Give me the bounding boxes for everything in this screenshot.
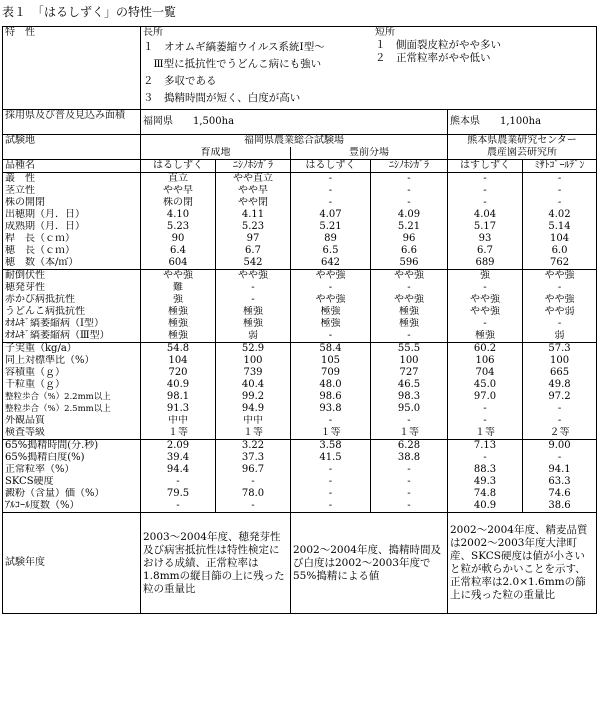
merits-list xyxy=(143,39,371,110)
table-cell: 96 xyxy=(371,233,448,245)
note-site2: 2002～2004年度、精麦品質は2002～2003年度大津町産、SKCS硬度は値が小さいと粒が軟らかいことを示す、正常粒率は2.0×1.6mmの篩上に残った粒の重量比 xyxy=(448,513,597,614)
row-label: 65%搗精時間(分.秒) xyxy=(3,440,141,453)
table-row xyxy=(3,173,597,186)
row-label: 外観品質 xyxy=(3,415,141,427)
table-cell: - xyxy=(371,197,448,209)
table-cell: 強 xyxy=(448,270,523,283)
table-cell: 89 xyxy=(291,233,371,245)
table-cell: - xyxy=(448,415,523,427)
table-cell: ２等 xyxy=(523,427,597,440)
adoption-label: 採用県及び普及見込み面積 xyxy=(3,110,141,135)
site1-sub2: 豊前分場 xyxy=(291,147,448,160)
table-row xyxy=(3,209,597,221)
variety-name: ﾆｼﾉﾎｼｶﾞﾗ xyxy=(216,160,291,173)
table-cell: 5.21 xyxy=(291,221,371,233)
row-label: 整粒歩合（%）2.2mm以上 xyxy=(3,391,141,403)
site2-name: 熊本県農業研究センター xyxy=(448,135,597,148)
table-cell: 極強 xyxy=(141,330,216,343)
merit-item xyxy=(143,107,371,110)
table-cell: 5.23 xyxy=(216,221,291,233)
table-cell: - xyxy=(523,415,597,427)
row-label: 正常粒率（%） xyxy=(3,464,141,476)
table-row xyxy=(3,391,597,403)
features-row xyxy=(3,27,597,110)
table-cell: 40.9 xyxy=(448,500,523,513)
table-cell: 4.04 xyxy=(448,209,523,221)
table-cell: やや直立 xyxy=(216,173,291,186)
table-cell: 4.09 xyxy=(371,209,448,221)
table-cell: - xyxy=(291,476,371,488)
table-cell: 5.14 xyxy=(523,221,597,233)
table-cell: - xyxy=(291,330,371,343)
table-cell: 95.0 xyxy=(371,403,448,415)
table-row xyxy=(3,233,597,245)
table-cell: 98.6 xyxy=(291,391,371,403)
table-cell: やや弱 xyxy=(523,306,597,318)
demerits-title: 短所 xyxy=(375,27,395,38)
table-cell: - xyxy=(523,452,597,464)
table-row xyxy=(3,355,597,367)
table-cell: 7.13 xyxy=(448,440,523,453)
table-row xyxy=(3,440,597,453)
table-cell: 93.8 xyxy=(291,403,371,415)
row-label: 検査等級 xyxy=(3,427,141,440)
row-label: 稈 長（ｃｍ） xyxy=(3,233,141,245)
table-row xyxy=(3,379,597,391)
row-label: 同上対標準比（%） xyxy=(3,355,141,367)
table-cell: 45.0 xyxy=(448,379,523,391)
table-row xyxy=(3,500,597,513)
table-cell: 4.07 xyxy=(291,209,371,221)
table-cell: 2.09 xyxy=(141,440,216,453)
characteristics-table xyxy=(2,26,597,614)
row-label: 出穂期（月．日） xyxy=(3,209,141,221)
table-row xyxy=(3,343,597,356)
site1-name: 福岡県農業総合試験場 xyxy=(141,135,448,148)
table-cell: 39.4 xyxy=(141,452,216,464)
table-cell: 60.2 xyxy=(448,343,523,356)
table-cell: - xyxy=(371,464,448,476)
table-cell: - xyxy=(291,415,371,427)
demerit-item: １ 側面裂皮粒がやや多い xyxy=(375,39,501,51)
table-cell: 弱 xyxy=(523,330,597,343)
table-cell: 94.1 xyxy=(523,464,597,476)
table-row xyxy=(3,185,597,197)
table-cell: 極強 xyxy=(291,306,371,318)
row-label: うどんこ病抵抗性 xyxy=(3,306,141,318)
note-site1b: 2002～2004年度、搗精時間及び白度は2002～2003年度で55%搗精による値 xyxy=(291,513,448,614)
table-cell: 98.3 xyxy=(371,391,448,403)
table-cell: 104 xyxy=(523,233,597,245)
table-row xyxy=(3,294,597,306)
table-cell: - xyxy=(216,476,291,488)
table-cell: やや閉 xyxy=(216,197,291,209)
table-cell: 40.4 xyxy=(216,379,291,391)
row-label: 穂発芽性 xyxy=(3,282,141,294)
table-cell: 88.3 xyxy=(448,464,523,476)
merit-item: ３ 搗精時間が短く、白度が高い xyxy=(143,92,301,104)
year-label: 試験年度 xyxy=(3,513,141,614)
row-label: 耐倒伏性 xyxy=(3,270,141,283)
table-cell: - xyxy=(141,476,216,488)
merit-item: ２ 多収である xyxy=(143,75,217,87)
row-label: 叢 性 xyxy=(3,173,141,186)
table-row xyxy=(3,403,597,415)
adoption-kumamoto: 熊本県 1,100ha xyxy=(448,110,597,135)
table-cell: 727 xyxy=(371,367,448,379)
merits-block xyxy=(143,27,371,110)
table-cell: - xyxy=(371,476,448,488)
table-cell: 極強 xyxy=(141,318,216,330)
demerit-item: ２ 正常粒率がやや低い xyxy=(375,52,491,64)
table-cell: 38.6 xyxy=(523,500,597,513)
table-cell: 96.7 xyxy=(216,464,291,476)
table-cell: - xyxy=(216,500,291,513)
table-cell: 直立 xyxy=(141,173,216,186)
row-label: ｵｵﾑｷﾞ縞萎縮病（Ⅰ型） xyxy=(3,318,141,330)
row-label: 株の開閉 xyxy=(3,197,141,209)
table-cell: 38.8 xyxy=(371,452,448,464)
table-cell: - xyxy=(371,330,448,343)
table-row xyxy=(3,270,597,283)
table-cell: - xyxy=(448,185,523,197)
table-cell: - xyxy=(371,185,448,197)
table-cell: 49.8 xyxy=(523,379,597,391)
table-cell: 極強 xyxy=(371,306,448,318)
table-cell: 4.02 xyxy=(523,209,597,221)
table-cell: - xyxy=(523,173,597,186)
table-cell: - xyxy=(371,282,448,294)
site-row xyxy=(3,135,597,148)
table-cell: - xyxy=(448,197,523,209)
table-row xyxy=(3,427,597,440)
row-label: 穂 長（ｃｍ） xyxy=(3,245,141,257)
table-cell: 4.11 xyxy=(216,209,291,221)
table-cell: 99.2 xyxy=(216,391,291,403)
table-cell: 極強 xyxy=(371,318,448,330)
row-label: 澱粉（含量）価（%） xyxy=(3,488,141,500)
table-cell: やや強 xyxy=(371,270,448,283)
table-row xyxy=(3,415,597,427)
table-cell: 強 xyxy=(141,294,216,306)
table-cell: 弱 xyxy=(216,330,291,343)
table-cell: やや強 xyxy=(291,294,371,306)
table-cell: 79.5 xyxy=(141,488,216,500)
table-cell: 665 xyxy=(523,367,597,379)
table-row xyxy=(3,306,597,318)
merit-item: Ⅲ型に抵抗性でうどんこ病にも強い xyxy=(143,58,322,70)
table-cell: - xyxy=(291,282,371,294)
table-row xyxy=(3,330,597,343)
adoption-row xyxy=(3,110,597,135)
table-cell: やや強 xyxy=(371,294,448,306)
table-cell: 58.4 xyxy=(291,343,371,356)
table-cell: - xyxy=(291,173,371,186)
table-cell: 100 xyxy=(371,355,448,367)
table-cell: 542 xyxy=(216,257,291,270)
row-label: 赤かび病抵抗性 xyxy=(3,294,141,306)
table-cell: - xyxy=(371,488,448,500)
table-cell: 株の閉 xyxy=(141,197,216,209)
table-cell: - xyxy=(523,282,597,294)
table-cell: 106 xyxy=(448,355,523,367)
variety-name: はるしずく xyxy=(141,160,216,173)
variety-row xyxy=(3,160,597,173)
table-cell: 604 xyxy=(141,257,216,270)
table-cell: 689 xyxy=(448,257,523,270)
table-cell: - xyxy=(523,403,597,415)
table-cell: 極強 xyxy=(448,330,523,343)
table-cell: 74.8 xyxy=(448,488,523,500)
table-cell: - xyxy=(216,282,291,294)
table-cell: 762 xyxy=(523,257,597,270)
table-cell: - xyxy=(448,318,523,330)
table-cell: やや強 xyxy=(523,270,597,283)
table-cell: 6.6 xyxy=(371,245,448,257)
table-cell: やや強 xyxy=(448,306,523,318)
table-row xyxy=(3,476,597,488)
adoption-fukuoka: 福岡県 1,500ha xyxy=(141,110,448,135)
row-label: 茎立性 xyxy=(3,185,141,197)
table-cell: 6.4 xyxy=(141,245,216,257)
variety-name: はすしずく xyxy=(448,160,523,173)
table-cell: 6.7 xyxy=(448,245,523,257)
table-cell: - xyxy=(448,403,523,415)
table-cell: 642 xyxy=(291,257,371,270)
row-label: 穂 数（本/㎡） xyxy=(3,257,141,270)
table-cell: 3.58 xyxy=(291,440,371,453)
row-label: 成熟期（月．日） xyxy=(3,221,141,233)
table-cell: 105 xyxy=(291,355,371,367)
table-cell: 104 xyxy=(141,355,216,367)
table-caption: 表１ 「はるしずく」の特性一覧 xyxy=(2,5,177,19)
table-cell: - xyxy=(291,185,371,197)
table-cell: 49.3 xyxy=(448,476,523,488)
table-cell: 739 xyxy=(216,367,291,379)
table-cell: 46.5 xyxy=(371,379,448,391)
table-cell: - xyxy=(523,318,597,330)
table-cell: 54.8 xyxy=(141,343,216,356)
merits-title: 長所 xyxy=(143,27,163,38)
table-cell: 91.3 xyxy=(141,403,216,415)
table-cell: 6.0 xyxy=(523,245,597,257)
table-cell: 極強 xyxy=(216,306,291,318)
variety-name: ﾐｻﾄｺﾞｰﾙﾃﾞﾝ xyxy=(523,160,597,173)
table-cell: 596 xyxy=(371,257,448,270)
site2-sub: 農産園芸研究所 xyxy=(448,147,597,160)
table-cell: 78.0 xyxy=(216,488,291,500)
table-cell: 97 xyxy=(216,233,291,245)
table-row xyxy=(3,367,597,379)
table-cell: 極強 xyxy=(141,306,216,318)
variety-name: ﾆｼﾉﾎｼｶﾞﾗ xyxy=(371,160,448,173)
features-label: 特 性 xyxy=(3,27,141,110)
table-cell: 55.5 xyxy=(371,343,448,356)
table-cell: - xyxy=(291,197,371,209)
table-cell: １等 xyxy=(291,427,371,440)
table-row xyxy=(3,282,597,294)
table-cell: - xyxy=(371,173,448,186)
table-cell: - xyxy=(291,488,371,500)
table-row xyxy=(3,464,597,476)
table-cell: 57.3 xyxy=(523,343,597,356)
table-cell: 720 xyxy=(141,367,216,379)
note-site1: 2003～2004年度、穂発芽性及び病害抵抗性は特性検定における成績、正常粒率は1.8mmの縦目篩の上に残った粒の重量比 xyxy=(141,513,291,614)
table-cell: １等 xyxy=(371,427,448,440)
row-label: 整粒歩合（%）2.5mm以上 xyxy=(3,403,141,415)
merit-item: １ オオムギ縞萎縮ウイルス系統Ⅰ型～ xyxy=(143,41,325,53)
table-cell: やや強 xyxy=(523,294,597,306)
table-cell: やや早 xyxy=(216,185,291,197)
table-cell: - xyxy=(523,185,597,197)
table-cell: 40.9 xyxy=(141,379,216,391)
variety-name: はるしずく xyxy=(291,160,371,173)
table-cell: - xyxy=(371,500,448,513)
table-cell: 6.5 xyxy=(291,245,371,257)
table-row xyxy=(3,488,597,500)
table-row xyxy=(3,452,597,464)
table-cell: 63.3 xyxy=(523,476,597,488)
demerits-list xyxy=(375,39,595,65)
table-cell: やや強 xyxy=(291,270,371,283)
table-row xyxy=(3,318,597,330)
table-cell: 難 xyxy=(141,282,216,294)
table-cell: 97.2 xyxy=(523,391,597,403)
demerits-block xyxy=(375,27,595,65)
table-cell: １等 xyxy=(141,427,216,440)
features-cell xyxy=(141,27,597,110)
table-cell: 94.9 xyxy=(216,403,291,415)
table-cell: 極強 xyxy=(216,318,291,330)
row-label: ｵｵﾑｷﾞ縞萎縮病（Ⅲ型） xyxy=(3,330,141,343)
table-cell: 37.3 xyxy=(216,452,291,464)
table-cell: やや早 xyxy=(141,185,216,197)
table-cell: 9.00 xyxy=(523,440,597,453)
site1-sub1: 育成地 xyxy=(141,147,291,160)
table-cell: 6.28 xyxy=(371,440,448,453)
table-cell: 5.17 xyxy=(448,221,523,233)
table-cell: 6.7 xyxy=(216,245,291,257)
table-cell: 93 xyxy=(448,233,523,245)
table-row xyxy=(3,197,597,209)
table-cell: 3.22 xyxy=(216,440,291,453)
row-label: 65%搗精白度(%) xyxy=(3,452,141,464)
table-cell: - xyxy=(291,464,371,476)
variety-label: 品種名 xyxy=(3,160,141,173)
row-label: 容積重（ｇ） xyxy=(3,367,141,379)
table-cell: 41.5 xyxy=(291,452,371,464)
table-cell: 100 xyxy=(523,355,597,367)
table-cell: 100 xyxy=(216,355,291,367)
table-cell: 74.6 xyxy=(523,488,597,500)
site-label: 試験地 xyxy=(3,135,141,160)
table-cell: 709 xyxy=(291,367,371,379)
table-row xyxy=(3,257,597,270)
table-cell: - xyxy=(448,173,523,186)
table-cell: 5.21 xyxy=(371,221,448,233)
table-cell: やや強 xyxy=(141,270,216,283)
table-cell: １等 xyxy=(216,427,291,440)
row-label: 子実重（kg/a） xyxy=(3,343,141,356)
table-cell: 中中 xyxy=(216,415,291,427)
table-cell: - xyxy=(141,500,216,513)
table-cell: 4.10 xyxy=(141,209,216,221)
table-cell: 704 xyxy=(448,367,523,379)
table-cell: やや強 xyxy=(448,294,523,306)
table-cell: - xyxy=(448,282,523,294)
table-cell: 中中 xyxy=(141,415,216,427)
table-cell: - xyxy=(371,415,448,427)
row-label: SKCS硬度 xyxy=(3,476,141,488)
table-cell: 94.4 xyxy=(141,464,216,476)
table-cell: 97.0 xyxy=(448,391,523,403)
table-cell: - xyxy=(216,294,291,306)
table-cell: 90 xyxy=(141,233,216,245)
table-row xyxy=(3,221,597,233)
table-cell: 98.1 xyxy=(141,391,216,403)
table-cell: やや強 xyxy=(216,270,291,283)
table-cell: 極強 xyxy=(291,318,371,330)
table-cell: １等 xyxy=(448,427,523,440)
table-cell: 5.23 xyxy=(141,221,216,233)
table-cell: 48.0 xyxy=(291,379,371,391)
table-cell: - xyxy=(448,452,523,464)
table-cell: 52.9 xyxy=(216,343,291,356)
table-row xyxy=(3,245,597,257)
table-cell: - xyxy=(291,500,371,513)
row-label: 千粒重（ｇ） xyxy=(3,379,141,391)
table-cell: - xyxy=(523,197,597,209)
year-row xyxy=(3,513,597,614)
row-label: ｱﾙｺｰﾙ度数（%） xyxy=(3,500,141,513)
